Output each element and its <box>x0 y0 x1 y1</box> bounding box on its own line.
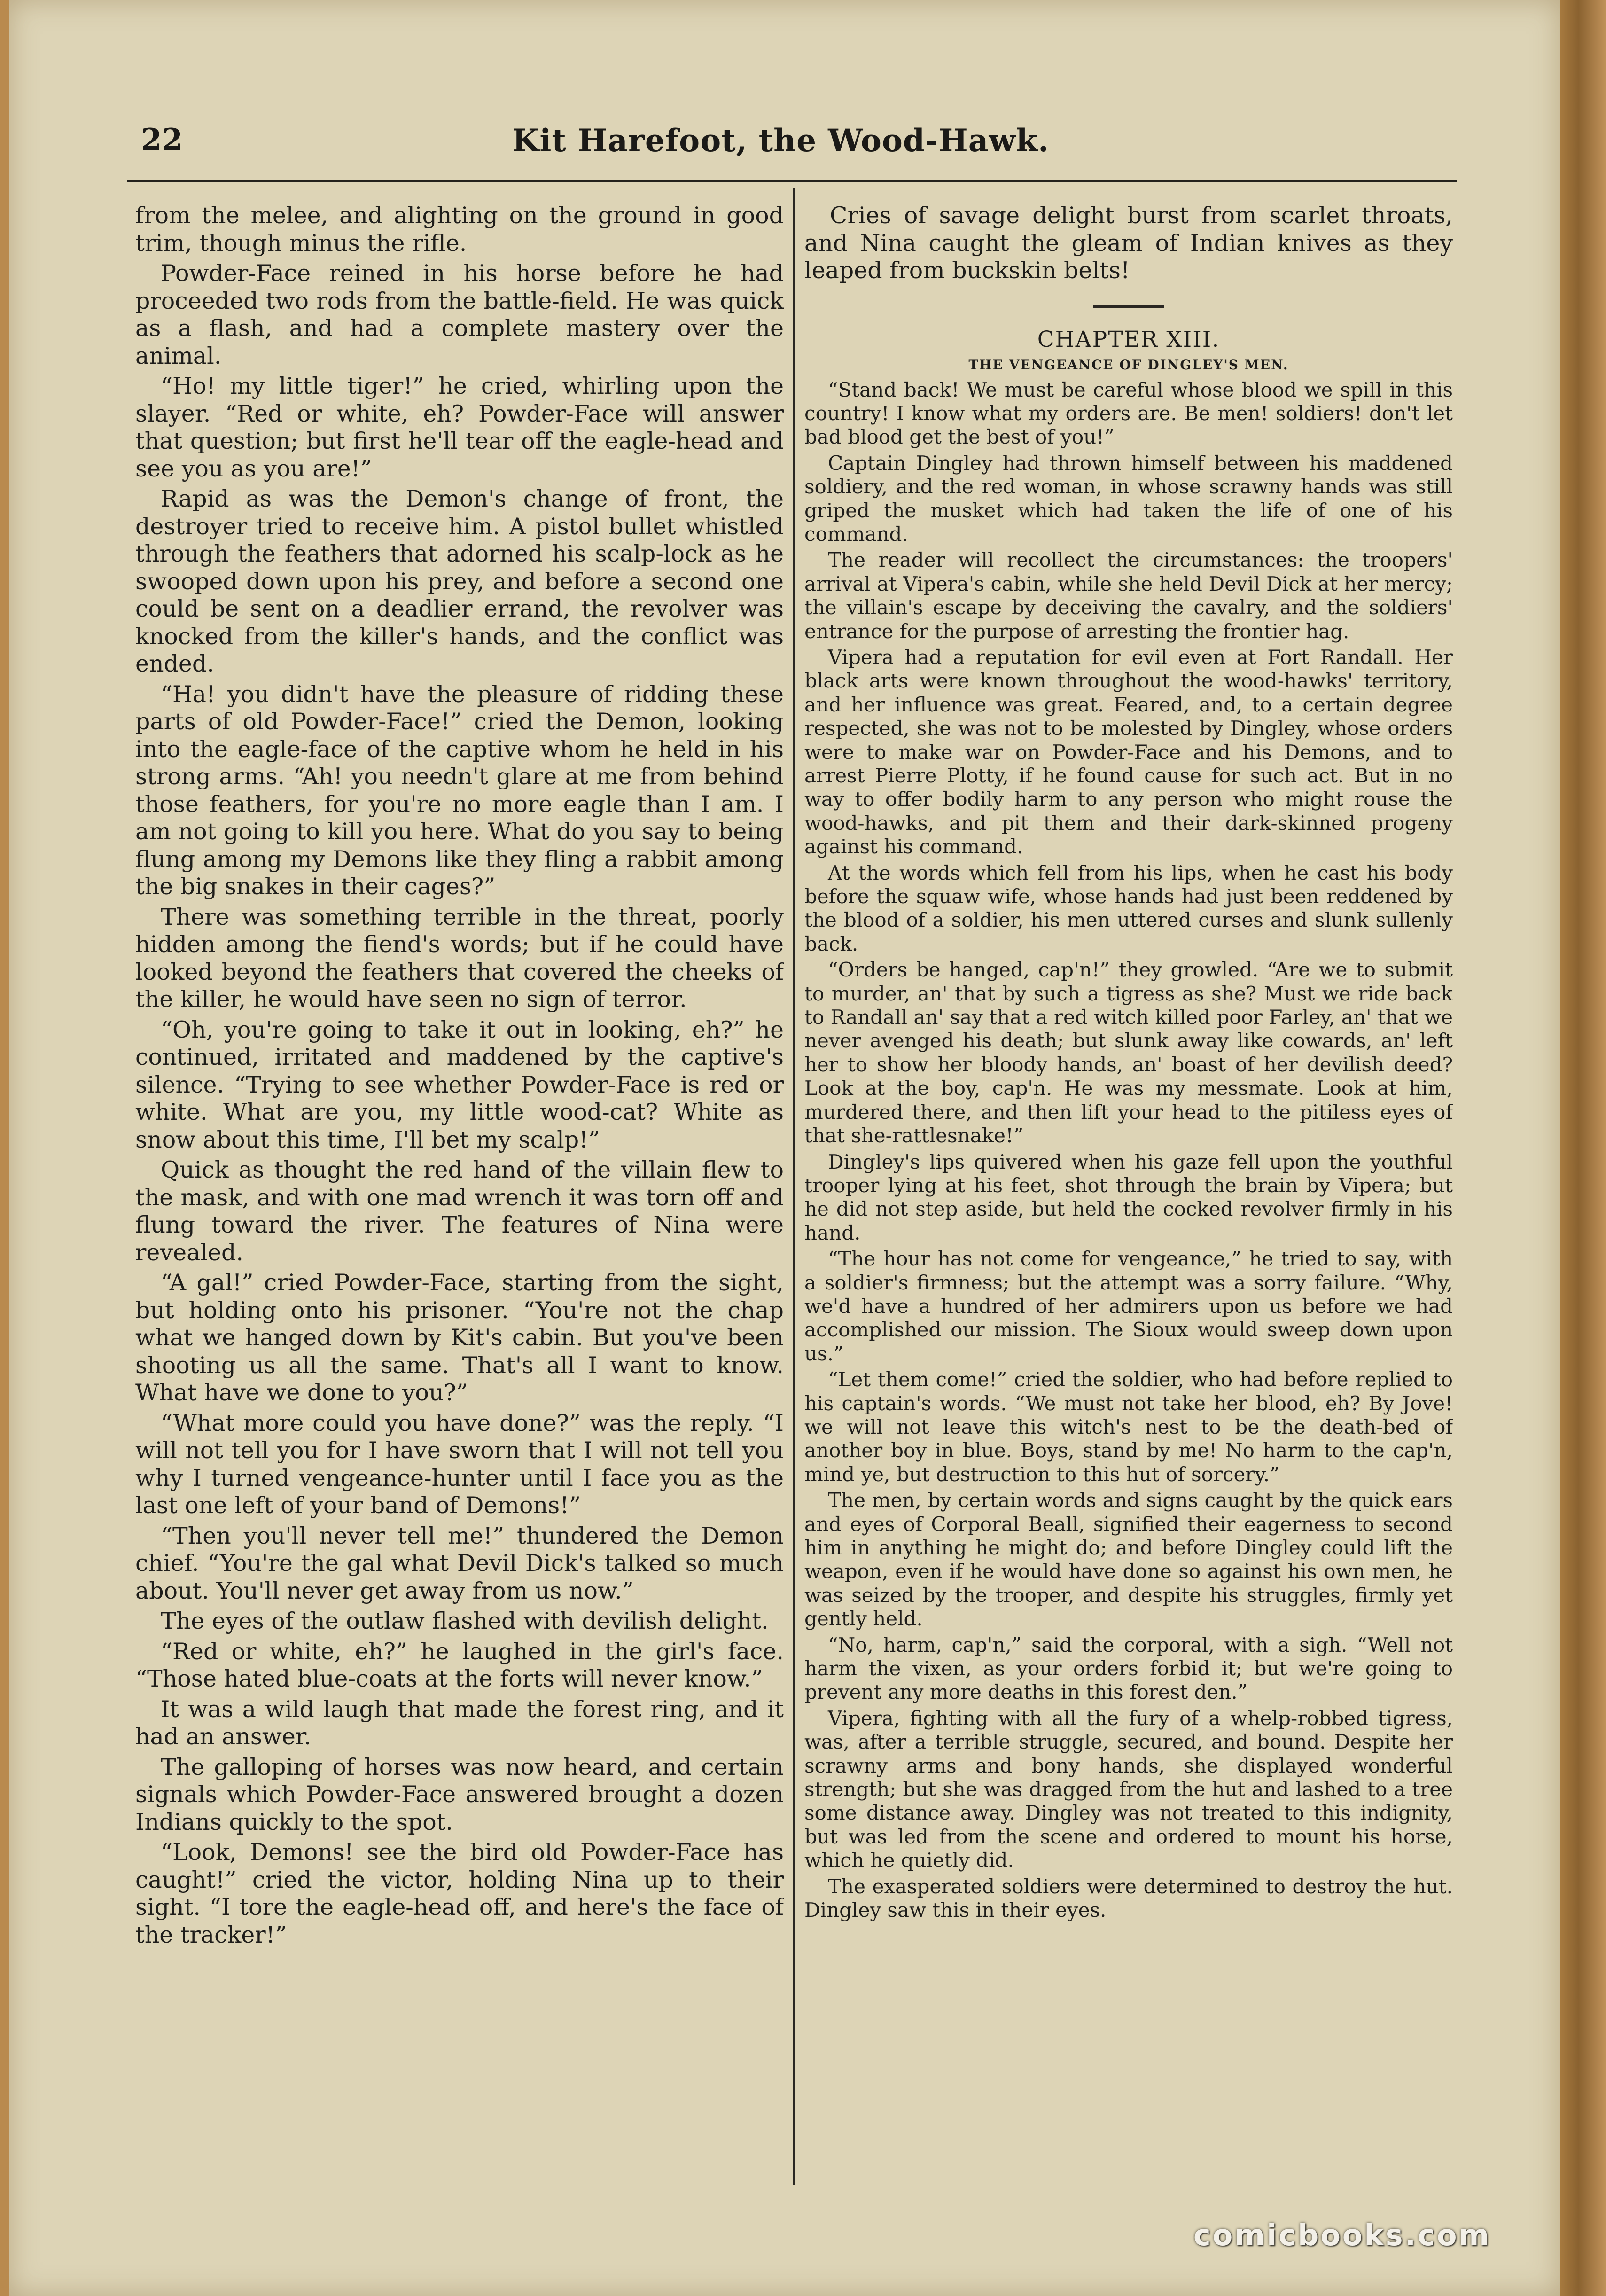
paragraph: The men, by certain words and signs caught by the quick ears and eyes of Corporal Beall, signified their eagerness to second him in anything he might do; and before Dingley could lift the weapon, even if he would have done so against his own men, he was seized by the trooper, and despite his struggles, firmly yet gently held. <box>804 1489 1453 1631</box>
paragraph: Quick as thought the red hand of the villain flew to the mask, and with one mad wrench it was torn off and flung toward the river. The features of Nina were revealed. <box>135 1156 784 1266</box>
site-watermark: comicbooks.com <box>1193 2218 1491 2252</box>
paragraph: from the melee, and alighting on the ground in good trim, though minus the rifle. <box>135 202 784 257</box>
page-binding-edge <box>1560 0 1606 2296</box>
paragraph: Rapid as was the Demon's change of front, the destroyer tried to receive him. A pistol bullet whistled through the feathers that adorned his scalp-lock as he swooped down upon his prey, and before a second one could be sent on a deadlier errand, the revolver was knocked from the killer's hands, and the conflict was ended. <box>135 485 784 677</box>
chapter-subtitle: THE VENGEANCE OF DINGLEY'S MEN. <box>968 357 1289 373</box>
paragraph: “Let them come!” cried the soldier, who had before replied to his captain's words. “We must not take her blood, eh? By Jove! we will not leave this witch's nest to be the death-bed of another boy in blue. Boys, stand by me! No harm to the cap'n, mind ye, but destruction to this hut of sorcery.” <box>804 1368 1453 1486</box>
paragraph: “A gal!” cried Powder-Face, starting from the sight, but holding onto his prisoner. “You're not the chap what we hanged down by Kit's cabin. But you've been shooting us all the same. That's all I want to know. What have we done to you?” <box>135 1269 784 1406</box>
paragraph: “Stand back! We must be careful whose blood we spill in this country! I know what my orders are. Be men! soldiers! don't let bad blood get the best of you!” <box>804 378 1453 449</box>
paragraph: “Ho! my little tiger!” he cried, whirling upon the slayer. “Red or white, eh? Powder-Face will answer that question; but first he'll tear off the eagle-head and see you as you are!” <box>135 373 784 482</box>
paragraph: Dingley's lips quivered when his gaze fell upon the youthful trooper lying at his feet, shot through the brain by Vipera; but he did not step aside, but held the cocked revolver firmly in his hand. <box>804 1150 1453 1244</box>
section-rule <box>1093 305 1164 308</box>
paragraph: Captain Dingley had thrown himself between his maddened soldiery, and the red woman, in whose scrawny hands was still griped the musket which had taken the life of one of his command. <box>804 451 1453 546</box>
paragraph: “Look, Demons! see the bird old Powder-Face has caught!” cried the victor, holding Nina up to their sight. “I tore the eagle-head off, and here's the face of the tracker!” <box>135 1839 784 1948</box>
paragraph: Cries of savage delight burst from scarlet throats, and Nina caught the gleam of Indian knives as they leaped from buckskin belts! <box>804 202 1453 284</box>
paragraph: “Orders be hanged, cap'n!” they growled. “Are we to submit to murder, an' that by such a tigress as she? Must we ride back to Randall an' say that a red witch killed poor Farley, an' that we never avenged his death; but slunk away like cowards, an' left her to show her bloody hands, an' boast of her devilish deed? Look at the boy, cap'n. He was my messmate. Look at him, murdered there, and then lift your head to the pitiless eyes of that she-rattlesnake!” <box>804 958 1453 1148</box>
paragraph: Powder-Face reined in his horse before he had proceeded two rods from the battle-field. He was quick as a flash, and had a complete mastery over the animal. <box>135 260 784 369</box>
chapter-heading: CHAPTER XIII. <box>1037 326 1220 352</box>
paragraph: The exasperated soldiers were determined to destroy the hut. Dingley saw this in their eyes. <box>804 1874 1453 1922</box>
paragraph: There was something terrible in the threat, poorly hidden among the fiend's words; but if he could have looked beyond the feathers that covered the cheeks of the killer, he would have seen no sign of terror. <box>135 903 784 1013</box>
paragraph: “Ha! you didn't have the pleasure of ridding these parts of old Powder-Face!” cried the Demon, looking into the eagle-face of the captive whom he held in his strong arms. “Ah! you needn't glare at me from behind those feathers, for you're no more eagle than I am. I am not going to kill you here. What do you say to being flung among my Demons like they fling a rabbit among the big snakes in their cages?” <box>135 680 784 900</box>
paragraph: “The hour has not come for vengeance,” he tried to say, with a soldier's firmness; but the attempt was a sorry failure. “Why, we'd have a hundred of her admirers upon us before we had accomplished our mission. The Sioux would sweep down upon us.” <box>804 1247 1453 1365</box>
running-title: Kit Harefoot, the Wood-Hawk. <box>512 122 1050 159</box>
left-text-column <box>135 202 784 2194</box>
paragraph: It was a wild laugh that made the forest ring, and it had an answer. <box>135 1695 784 1750</box>
paragraph: Vipera, fighting with all the fury of a whelp-robbed tigress, was, after a terrible struggle, secured, and bound. Despite her scrawny arms and bony hands, she displayed wonderful strength; but she was dragged from the hut and lashed to a tree some distance away. Dingley was not treated to this indignity, but was led from the scene and ordered to mount his horse, which he quietly did. <box>804 1706 1453 1872</box>
header-rule <box>127 180 1457 182</box>
paragraph: “What more could you have done?” was the reply. “I will not tell you for I have sworn that I will not tell you why I turned vengeance-hunter until I face you as the last one left of your band of Demons!” <box>135 1409 784 1519</box>
column-divider <box>793 188 795 2185</box>
paragraph: “Then you'll never tell me!” thundered the Demon chief. “You're the gal what Devil Dick's talked so much about. You'll never get away from us now.” <box>135 1522 784 1604</box>
paragraph: “Red or white, eh?” he laughed in the girl's face. “Those hated blue-coats at the forts will never know.” <box>135 1638 784 1692</box>
page-number: 22 <box>141 122 183 157</box>
paragraph: At the words which fell from his lips, when he cast his body before the squaw wife, whose hands had just been reddened by the blood of a soldier, his men uttered curses and slunk sullenly back. <box>804 861 1453 955</box>
page-header <box>127 113 1452 174</box>
paragraph: “Oh, you're going to take it out in looking, eh?” he continued, irritated and maddened by the captive's silence. “Trying to see whether Powder-Face is red or white. What are you, my little wood-cat? White as snow about this time, I'll bet my scalp!” <box>135 1016 784 1153</box>
paragraph: “No, harm, cap'n,” said the corporal, with a sigh. “Well not harm the vixen, as your orders forbid it; but we're going to prevent any more deaths in this forest den.” <box>804 1633 1453 1704</box>
right-text-column <box>804 202 1453 2194</box>
paragraph: The eyes of the outlaw flashed with devilish delight. <box>161 1608 769 1634</box>
paragraph: Vipera had a reputation for evil even at Fort Randall. Her black arts were known throughout the wood-hawks' territory, and her influence was great. Feared, and, to a certain degree respected, she was not to be molested by Dingley, whose orders were to make war on Powder-Face and his Demons, and to arrest Pierre Plotty, if he found cause for such act. But in no way to offer bodily harm to any person who might rouse the wood-hawks, and pit them and their dark-skinned progeny against his command. <box>804 645 1453 859</box>
paragraph: The galloping of horses was now heard, and certain signals which Powder-Face answered brought a dozen Indians quickly to the spot. <box>135 1753 784 1835</box>
paragraph: The reader will recollect the circumstances: the troopers' arrival at Vipera's cabin, while she held Devil Dick at her mercy; the villain's escape by deceiving the cavalry, and the soldiers' entrance for the purpose of arresting the frontier hag. <box>804 548 1453 643</box>
